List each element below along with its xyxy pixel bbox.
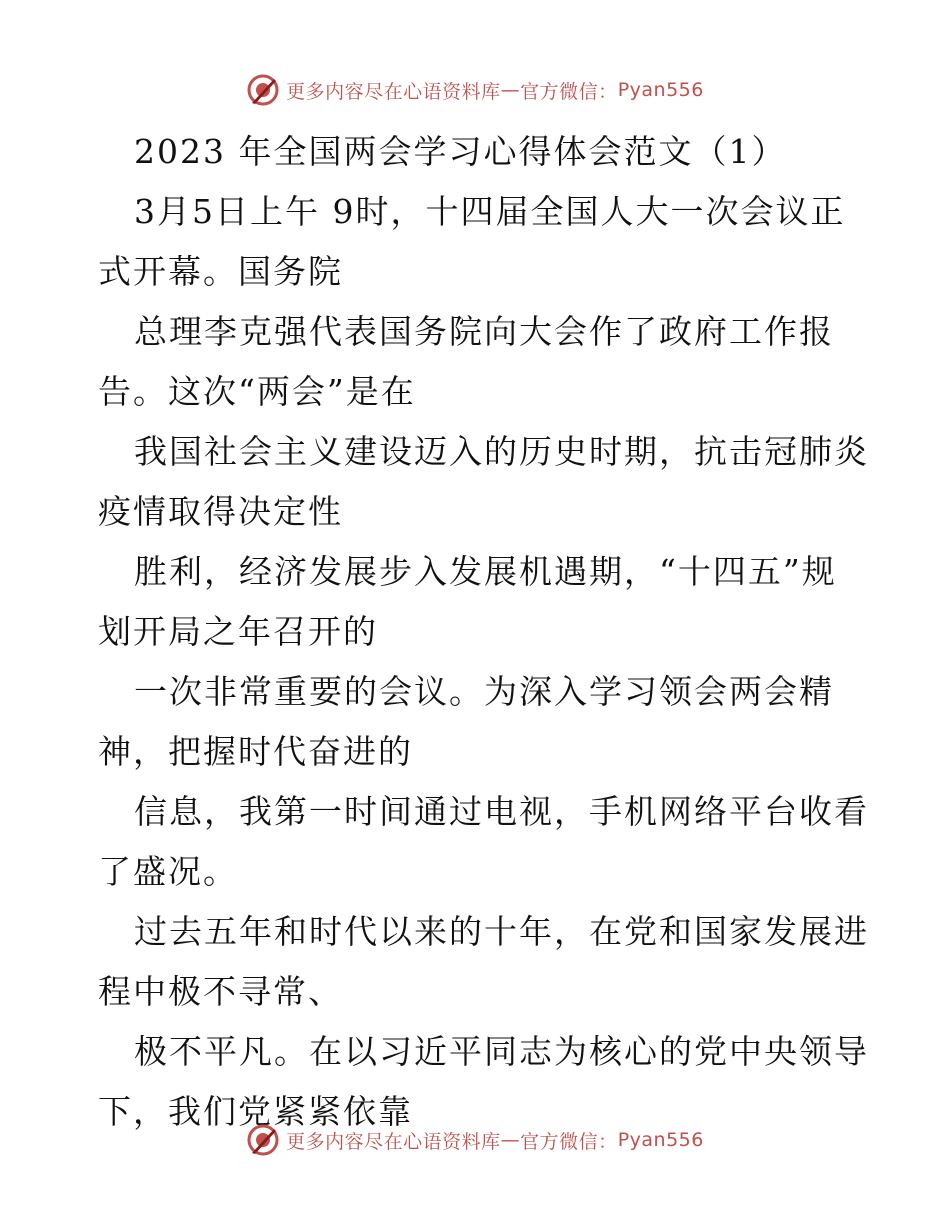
text-line: 划开局之年召开的 <box>98 612 378 651</box>
text-line: 下，我们党紧紧依靠 <box>98 1092 413 1131</box>
text-line: 过去五年和时代以来的十年，在党和国家发展进 <box>134 912 869 951</box>
quill-seal-icon <box>246 73 280 107</box>
watermark-sub-text: 官方微信： <box>520 80 618 103</box>
text-line: 总理李克强代表国务院向大会作了政府工作报 <box>134 312 834 351</box>
footer-watermark <box>0 1120 950 1160</box>
watermark-separator: — <box>500 1129 521 1151</box>
text-line: 程中极不寻常、 <box>98 972 343 1011</box>
text-line: 疫情取得决定性 <box>98 492 343 531</box>
header-watermark <box>0 70 950 110</box>
text-line: 式开幕。国务院 <box>98 252 343 291</box>
text-line: 告。这次“两会”是在 <box>98 372 416 411</box>
watermark-separator: — <box>500 79 521 101</box>
document-body <box>98 122 869 1142</box>
watermark-main-text: 更多内容尽在心语资料库 <box>286 1130 501 1153</box>
watermark-account: Pyan556 <box>617 1129 704 1151</box>
watermark-main-text: 更多内容尽在心语资料库 <box>286 80 501 103</box>
text-line: 胜利，经济发展步入发展机遇期，“十四五”规 <box>134 552 837 591</box>
document-title: 2023 年全国两会学习心得体会范文（1） <box>134 132 787 171</box>
text-line: 了盛况。 <box>98 852 238 891</box>
text-line: 信息，我第一时间通过电视，手机网络平台收看 <box>134 792 869 831</box>
text-line: 我国社会主义建设迈入的历史时期，抗击冠肺炎 <box>134 432 869 471</box>
text-line: 神，把握时代奋进的 <box>98 732 413 771</box>
text-line: 极不平凡。在以习近平同志为核心的党中央领导 <box>134 1032 869 1071</box>
watermark-account: Pyan556 <box>617 79 704 101</box>
watermark-sub-text: 官方微信： <box>520 1130 618 1153</box>
text-line: 3月5日上午 9时，十四届全国人大一次会议正 <box>134 192 846 231</box>
quill-seal-icon <box>246 1123 280 1157</box>
text-line: 一次非常重要的会议。为深入学习领会两会精 <box>134 672 834 711</box>
